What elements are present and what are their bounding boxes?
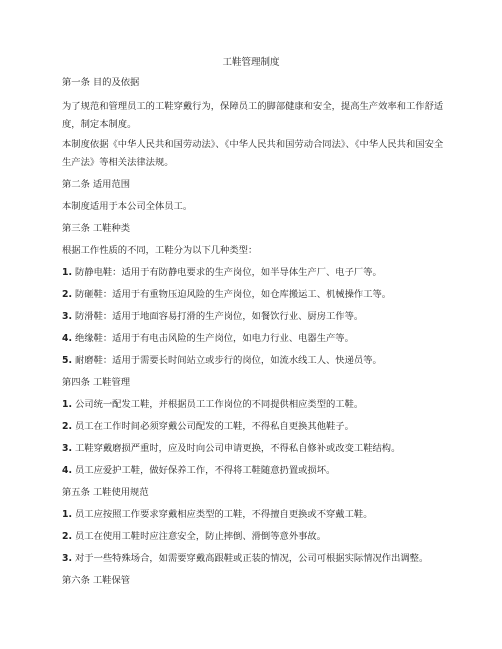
section-1-paragraph-1: 为了规范和管理员工的工鞋穿戴行为，保障员工的脚部健康和安全，提高生产效率和工作舒适度，制定本制度。 xyxy=(62,101,444,130)
list-item-text: 防砸鞋：适用于有重物压迫风险的生产岗位，如仓库搬运工、机械操作工等。 xyxy=(74,289,392,300)
list-item-number: 3. xyxy=(62,311,73,322)
list-item-number: 3. xyxy=(62,553,73,564)
list-item-number: 2. xyxy=(62,289,73,300)
list-item xyxy=(62,550,444,568)
list-item-text: 员工在使用工鞋时应注意安全，防止摔倒、滑倒等意外事故。 xyxy=(74,531,327,542)
document-title: 工鞋管理制度 xyxy=(222,57,280,68)
list-item-text: 工鞋穿戴磨损严重时，应及时向公司申请更换，不得私自修补或改变工鞋结构。 xyxy=(74,443,401,454)
section-6-heading: 第六条 工鞋保管 xyxy=(62,575,131,586)
list-item xyxy=(62,352,444,370)
section-4-heading: 第四条 工鞋管理 xyxy=(62,377,131,388)
section-3-paragraph-1: 根据工作性质的不同，工鞋分为以下几种类型： xyxy=(62,245,258,256)
list-item-number: 5. xyxy=(62,355,73,366)
list-item xyxy=(62,264,444,282)
list-item-number: 3. xyxy=(62,443,73,454)
list-item-text: 员工应按照工作要求穿戴相应类型的工鞋，不得擅自更换或不穿戴工鞋。 xyxy=(74,509,373,520)
list-item-text: 对于一些特殊场合，如需要穿戴高跟鞋或正装的情况，公司可根据实际情况作出调整。 xyxy=(74,553,429,564)
list-item xyxy=(62,286,444,304)
list-item xyxy=(62,462,444,480)
list-item-text: 绝缘鞋：适用于有电击风险的生产岗位，如电力行业、电器生产等。 xyxy=(74,333,354,344)
list-item xyxy=(62,396,444,414)
list-item-number: 1. xyxy=(62,267,73,278)
list-item xyxy=(62,506,444,524)
section-1-heading: 第一条 目的及依据 xyxy=(62,77,140,88)
section-5-heading: 第五条 工鞋使用规范 xyxy=(62,487,149,498)
list-item xyxy=(62,528,444,546)
list-item xyxy=(62,308,444,326)
list-item-number: 1. xyxy=(62,399,73,410)
section-3-heading: 第三条 工鞋种类 xyxy=(62,223,131,234)
list-item-number: 2. xyxy=(62,421,73,432)
list-item-number: 4. xyxy=(62,465,73,476)
list-item-text: 防静电鞋：适用于有防静电要求的生产岗位，如半导体生产厂、电子厂等。 xyxy=(74,267,382,278)
list-item-number: 2. xyxy=(62,531,73,542)
list-item-number: 4. xyxy=(62,333,73,344)
section-2-heading: 第二条 适用范围 xyxy=(62,179,131,190)
list-item-text: 员工在工作时间必须穿戴公司配发的工鞋，不得私自更换其他鞋子。 xyxy=(74,421,354,432)
section-2-paragraph-1: 本制度适用于本公司全体员工。 xyxy=(62,201,193,212)
list-item-number: 1. xyxy=(62,509,73,520)
list-item xyxy=(62,330,444,348)
list-item-text: 防滑鞋：适用于地面容易打滑的生产岗位，如餐饮行业、厨房工作等。 xyxy=(74,311,364,322)
list-item-text: 耐磨鞋：适用于需要长时间站立或步行的岗位，如流水线工人、快递员等。 xyxy=(74,355,382,366)
list-item-text: 公司统一配发工鞋，并根据员工工作岗位的不同提供相应类型的工鞋。 xyxy=(74,399,364,410)
section-1-paragraph-2: 本制度依据《中华人民共和国劳动法》、《中华人民共和国劳动合同法》、《中华人民共和国安全生产法》等相关法律法规。 xyxy=(62,139,444,168)
list-item-text: 员工应爱护工鞋，做好保养工作，不得将工鞋随意扔置或损坏。 xyxy=(74,465,336,476)
list-item xyxy=(62,440,444,458)
list-item xyxy=(62,418,444,436)
